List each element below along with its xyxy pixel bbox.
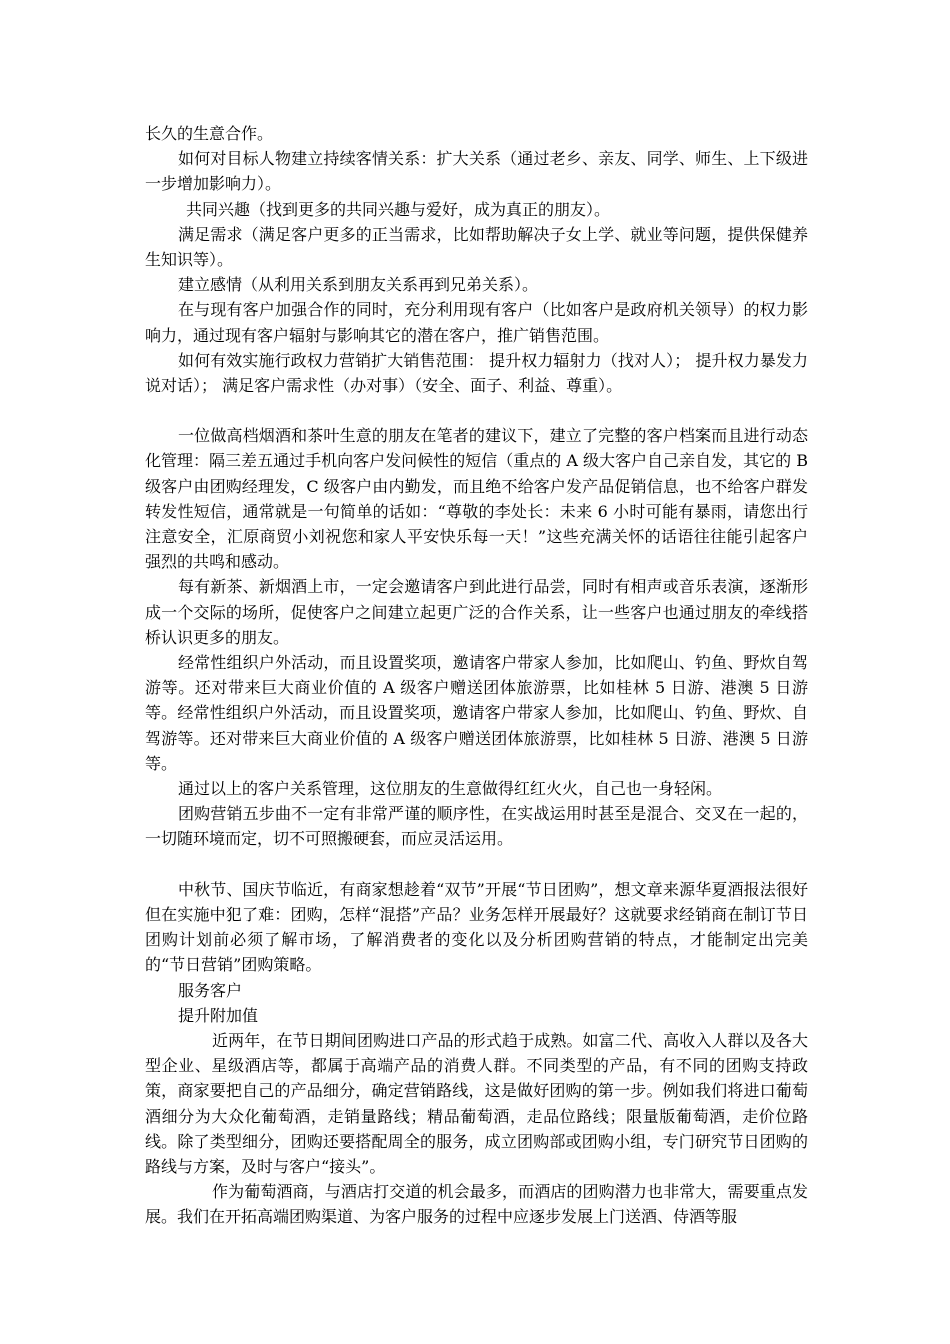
paragraph: 一位做高档烟酒和茶叶生意的朋友在笔者的建议下，建立了完整的客户档案而且进行动态化管理：隔三差五通过手机向客户发问候性的短信（重点的 A 级大客户自己亲自发，其它的 B 级客户由团购经理发，C 级客户由内勤发，而且绝不给客户发产品促销信息，也不给客户群发转发性短信，通常就是一句简单的话如：“尊敬的李处长：未来 6 小时可能有暴雨，请您出行注意安全，汇原商贸小刘祝您和家人平安快乐每一天！”这些充满关怀的话语往往能引起客户强烈的共鸣和感动。 [145,426,808,572]
paragraph: 通过以上的客户关系管理，这位朋友的生意做得红红火火，自己也一身轻闲。 [178,779,723,799]
paragraph: 每有新茶、新烟酒上市，一定会邀请客户到此进行品尝，同时有相声或音乐表演，逐渐形成一个交际的场所，促使客户之间建立起更广泛的合作关系，让一些客户也通过朋友的牵线搭桥认识更多的朋友。 [145,577,808,647]
paragraph: 中秋节、国庆节临近，有商家想趁着“双节”开展“节日团购”，想文章来源华夏酒报法很好但在实施中犯了难：团购，怎样“混搭”产品？业务怎样开展最好？这就要求经销商在制订节日团购计划前必须了解市场，了解消费者的变化以及分析团购营销的特点，才能制定出完美的“节日营销”团购策略。 [145,879,808,975]
paragraph: 作为葡萄酒商，与酒店打交道的机会最多，而酒店的团购潜力也非常大，需要重点发展。我们在开拓高端团购渠道、为客户服务的过程中应逐步发展上门送酒、侍酒等服 [145,1182,808,1227]
paragraph: 团购营销五步曲不一定有非常严谨的顺序性，在实战运用时甚至是混合、交叉在一起的，一切随环境而定，切不可照搬硬套，而应灵活运用。 [145,804,808,849]
paragraph: 近两年，在节日期间团购进口产品的形式趋于成熟。如富二代、高收入人群以及各大型企业、星级酒店等，都属于高端产品的消费人群。不同类型的产品，有不同的团购支持政策，商家要把自己的产品细分，确定营销路线，这是做好团购的第一步。例如我们将进口葡萄酒细分为大众化葡萄酒，走销量路线；精品葡萄酒，走品位路线；限量版葡萄酒，走价位路线。除了类型细分，团购还要搭配周全的服务，成立团购部或团购小组，专门研究节日团购的路线与方案，及时与客户“接头”。 [145,1030,808,1176]
paragraph: 建立感情（从利用关系到朋友关系再到兄弟关系）。 [178,275,539,295]
paragraph-spacer [145,852,808,877]
paragraph: 长久的生意合作。 [145,124,274,143]
section-heading: 提升附加值 [178,1005,259,1025]
section-heading: 服务客户 [178,980,243,1000]
paragraph: 共同兴趣（找到更多的共同兴趣与爱好，成为真正的朋友）。 [186,199,611,219]
paragraph: 如何对目标人物建立持续客情关系：扩大关系（通过老乡、亲友、同学、师生、上下级进一步增加影响力）。 [145,149,808,194]
paragraph: 在与现有客户加强合作的同时，充分利用现有客户（比如客户是政府机关领导）的权力影响力，通过现有客户辐射与影响其它的潜在客户，推广销售范围。 [145,300,808,345]
paragraph: 如何有效实施行政权力营销扩大销售范围： 提升权力辐射力（找对人）； 提升权力暴发力说对话）； 满足客户需求性（办对事）（安全、面子、利益、尊重）。 [145,350,808,396]
paragraph-spacer [145,398,808,423]
document-body [145,121,808,1230]
paragraph: 满足需求（满足客户更多的正当需求，比如帮助解决子女上学、就业等问题，提供保健养生知识等）。 [145,224,808,270]
paragraph: 经常性组织户外活动，而且设置奖项，邀请客户带家人参加，比如爬山、钓鱼、野炊自驾游等。还对带来巨大商业价值的 A 级客户赠送团体旅游票，比如桂林 5 日游、港澳 5 日游等。经常性组织户外活动，而且设置奖项，邀请客户带家人参加，比如爬山、钓鱼、野炊、自驾游等。还对带来巨大商业价值的 A 级客户赠送团体旅游票，比如桂林 5 日游、港澳 5 日游等。 [145,653,808,773]
